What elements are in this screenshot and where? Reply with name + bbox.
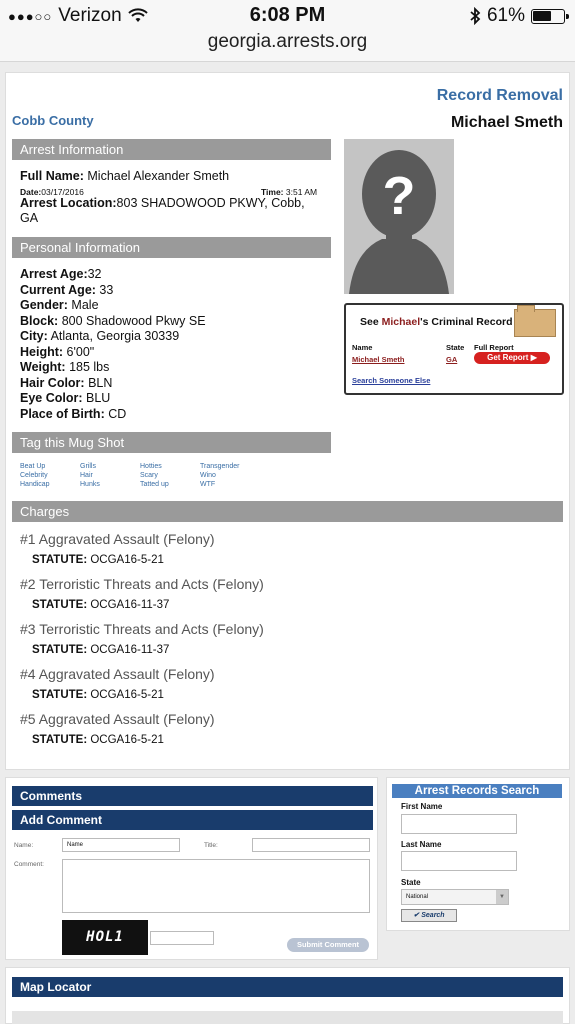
field-value: 185 lbs [69,360,110,374]
personal-info-header: Personal Information [12,237,331,258]
mugshot-placeholder-image [344,139,454,294]
folder-icon [514,309,556,337]
address-bar[interactable]: georgia.arrests.org [207,31,368,52]
comment-label: Comment: [14,861,44,868]
date-field [20,185,84,201]
arrest-info-body [20,169,320,227]
charge-statute [32,554,164,566]
tag-mugshot-header: Tag this Mug Shot [12,432,331,453]
field-value: 32 [87,267,102,281]
criminal-record-title [360,316,512,328]
full-name-value: Michael Alexander Smeth [87,169,230,183]
time-label: Time: [261,186,284,197]
charge-title: #3 Terroristic Threats and Acts (Felony) [20,621,264,637]
comments-header: Comments [12,786,373,806]
charge-title: #2 Terroristic Threats and Acts (Felony) [20,576,264,592]
personal-field [20,391,320,407]
tag-link[interactable]: Celebrity [20,472,48,479]
personal-field [20,407,320,423]
battery-level [533,11,551,21]
tag-link[interactable]: WTF [200,481,216,488]
statute-label: STATUTE: [32,599,88,611]
personal-field [20,283,320,299]
comment-textarea[interactable] [62,859,370,913]
get-report-label: Get Report [487,353,529,362]
comment-name-input[interactable]: Name [62,838,180,852]
time-field [261,185,317,201]
tag-link[interactable]: Wino [200,472,216,479]
field-value: BLU [86,391,111,405]
col-report-header: Full Report [474,343,514,352]
field-value: BLN [88,375,113,390]
tag-link[interactable]: Transgender [200,463,240,470]
comments-section [5,777,378,960]
clock: 6:08 PM [249,4,326,26]
field-value: Male [71,298,99,312]
field-label: Current Age: [20,282,96,297]
full-name-label: Full Name: [20,169,84,183]
carrier-name: Verizon [58,5,122,26]
captcha-image: HOL1 [62,920,148,955]
last-name-label: Last Name [401,840,442,849]
title-label: Title: [204,842,218,849]
tag-link[interactable]: Grills [80,463,96,470]
field-label: City: [20,329,48,343]
tag-link[interactable]: Tatted up [140,481,169,488]
captcha-input[interactable] [150,931,214,945]
tag-link[interactable]: Hair [80,472,93,479]
svg-text:?: ? [382,166,416,226]
field-value: 800 Shadowood Pkwy SE [61,313,206,328]
tag-link[interactable]: Hotties [140,463,162,470]
charge-title: #1 Aggravated Assault (Felony) [20,531,215,547]
comment-title-input[interactable] [252,838,370,852]
field-label: Block: [20,313,59,328]
name-label: Name: [14,842,34,849]
record-suffix: 's Criminal Record [420,316,513,328]
arrest-info-header: Arrest Information [12,139,331,160]
checkmark-icon: ✔ [413,912,420,919]
field-value: 33 [99,282,114,297]
personal-field [20,345,320,361]
field-value: 6'00" [66,344,95,359]
state-select[interactable] [401,889,509,905]
field-label: Gender: [20,298,68,312]
first-name-label: First Name [401,802,443,811]
statute-value: OCGA16-11-37 [90,644,170,656]
field-label: Weight: [20,360,66,374]
charge-title: #4 Aggravated Assault (Felony) [20,666,215,682]
page-title: Michael Smeth [450,114,563,131]
first-name-input[interactable] [401,814,517,834]
arrest-location-label: Arrest Location: [20,195,117,210]
personal-field [20,329,320,345]
battery-status [469,5,565,27]
first-name-highlight: Michael [381,316,421,328]
silhouette-icon [344,139,454,294]
statute-label: STATUTE: [32,734,88,746]
record-state-link[interactable]: GA [446,355,458,364]
col-name-header: Name [352,343,373,352]
map-area[interactable] [12,1011,563,1024]
date-value: 03/17/2016 [41,186,84,197]
tag-link[interactable]: Beat Up [20,463,46,470]
last-name-input[interactable] [401,851,517,871]
arrest-location-row [20,196,320,227]
tag-list [20,462,280,489]
date-time-row [20,185,320,196]
browser-status-bar [0,0,575,62]
time-value: 3:51 AM [285,186,318,197]
statute-value: OCGA16-5-21 [90,689,164,701]
arrest-records-search [386,777,570,931]
search-someone-else-link[interactable]: Search Someone Else [352,376,431,385]
see-text: See [360,316,382,328]
record-removal-link[interactable]: Record Removal [436,87,563,104]
statute-label: STATUTE: [32,644,88,656]
battery-percent: 61% [486,5,525,26]
signal-strength-icon: ●●●○○ [8,8,53,24]
tag-link[interactable]: Handicap [20,481,50,488]
statute-value: OCGA16-5-21 [90,554,164,566]
col-state-header: State [446,343,465,352]
record-name-link[interactable]: Michael Smeth [352,355,405,364]
full-name-row [20,169,320,185]
search-button[interactable] [401,909,457,922]
charge-statute [32,689,164,701]
field-label: Place of Birth: [20,406,105,421]
county-link[interactable]: Cobb County [12,113,94,128]
field-value: Atlanta, Georgia 30339 [50,329,180,343]
charge-statute [32,734,164,746]
state-label: State [401,878,421,887]
field-label: Eye Color: [20,391,83,405]
chevron-down-icon: ▼ [496,890,508,904]
tag-link[interactable]: Scary [140,472,158,479]
personal-field [20,376,320,392]
battery-icon [531,9,565,24]
get-report-button[interactable] [474,352,550,364]
search-button-label: Search [421,912,445,919]
date-label: Date: [20,186,42,197]
statute-value: OCGA16-11-37 [90,599,170,611]
charge-statute [32,644,169,656]
personal-field [20,314,320,330]
submit-comment-button[interactable]: Submit Comment [287,938,369,952]
personal-field [20,360,320,376]
personal-field [20,298,320,314]
field-label: Arrest Age: [20,267,88,281]
statute-label: STATUTE: [32,689,88,701]
field-label: Hair Color: [20,375,85,390]
statute-value: OCGA16-5-21 [90,734,164,746]
statute-label: STATUTE: [32,554,88,566]
state-selected-value: National [406,894,429,900]
arrest-location-value: 803 SHADOWOOD PKWY, Cobb, GA [20,195,305,225]
charges-header: Charges [12,501,563,522]
map-locator-section [5,967,570,1024]
charge-title: #5 Aggravated Assault (Felony) [20,711,215,727]
personal-info-body [20,267,320,422]
field-value: CD [108,406,127,421]
criminal-record-ad[interactable] [344,303,564,395]
add-comment-header: Add Comment [12,810,373,830]
search-header: Arrest Records Search [392,784,562,798]
arrest-record-card [5,72,570,770]
personal-field [20,267,320,283]
arrow-right-icon: ▶ [530,353,537,362]
tag-link[interactable]: Hunks [80,481,100,488]
field-label: Height: [20,344,64,359]
charge-statute [32,599,169,611]
map-locator-header: Map Locator [12,977,563,997]
bluetooth-icon [469,7,481,25]
